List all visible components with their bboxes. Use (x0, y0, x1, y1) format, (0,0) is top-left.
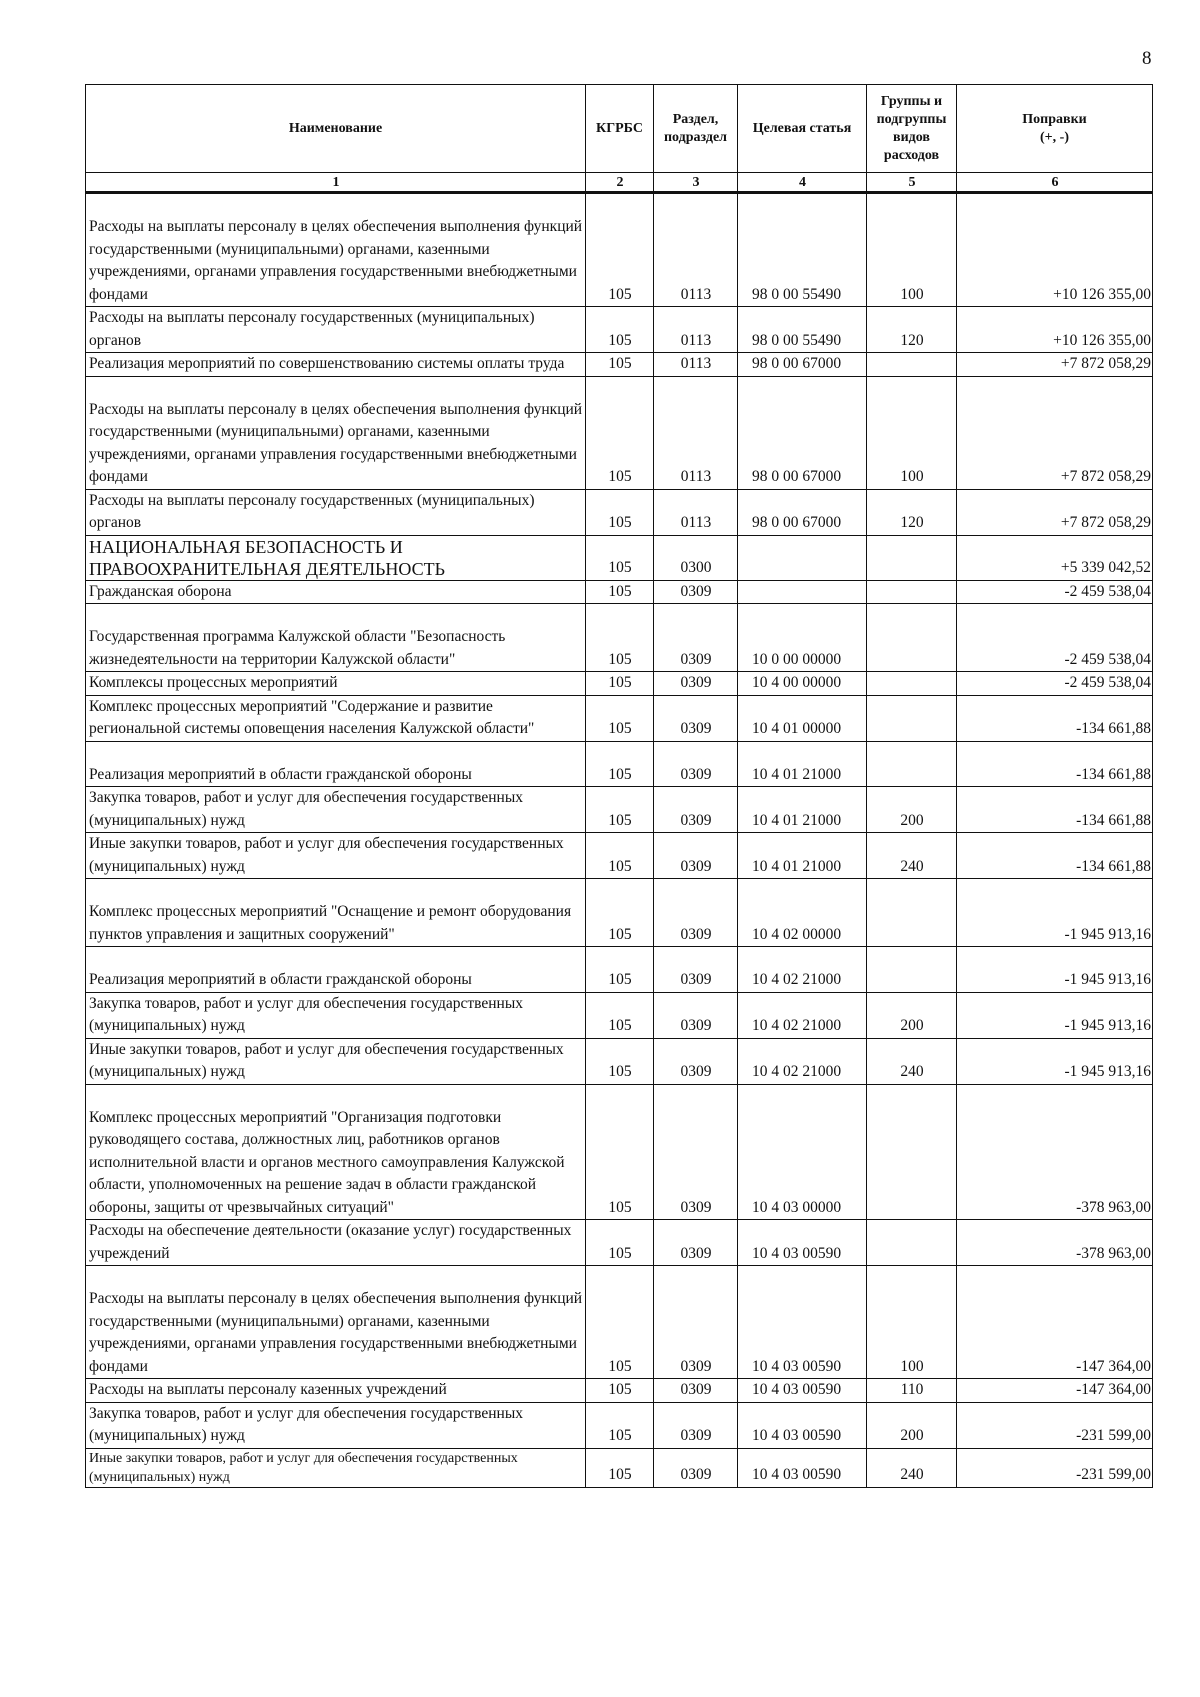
row-expense-group: 120 (867, 489, 957, 535)
row-kgrbs: 105 (586, 1220, 654, 1266)
column-number: 2 (586, 173, 654, 193)
row-amendment: -1 945 913,16 (957, 1038, 1153, 1084)
row-name: Расходы на выплаты персоналу в целях обеспечения выполнения функций государственными (муниципальными) органами, казенными учреждениями, органами управления государственными внебюджетными фондами (86, 376, 586, 489)
row-name: Расходы на выплаты персоналу казенных учреждений (86, 1379, 586, 1403)
row-expense-group: 200 (867, 992, 957, 1038)
row-name: Комплекс процессных мероприятий "Оснащение и ремонт оборудования пунктов управления и защитных сооружений" (86, 879, 586, 947)
row-kgrbs: 105 (586, 193, 654, 307)
row-name: Комплексы процессных мероприятий (86, 672, 586, 696)
row-target-article: 10 4 01 21000 (738, 833, 867, 879)
row-kgrbs: 105 (586, 489, 654, 535)
row-kgrbs: 105 (586, 1448, 654, 1487)
row-kgrbs: 105 (586, 1266, 654, 1379)
row-target-article: 10 0 00 00000 (738, 604, 867, 672)
row-name: Комплекс процессных мероприятий "Организация подготовки руководящего состава, должностных лиц, работников органов исполнительной власти и органов местного самоуправления Калужской области, уполномоченных на решение задач в области гражданской обороны, защиты от чрезвычайных ситуаций" (86, 1084, 586, 1220)
table-row (86, 353, 1153, 377)
row-amendment: +10 126 355,00 (957, 307, 1153, 353)
row-kgrbs: 105 (586, 1084, 654, 1220)
row-expense-group: 100 (867, 1266, 957, 1379)
row-target-article: 98 0 00 55490 (738, 307, 867, 353)
table-row (86, 1084, 1153, 1220)
table-row (86, 947, 1153, 993)
row-target-article: 98 0 00 67000 (738, 489, 867, 535)
row-amendment: +5 339 042,52 (957, 535, 1153, 580)
row-expense-group: 240 (867, 1038, 957, 1084)
row-section: 0113 (654, 376, 738, 489)
row-name: Реализация мероприятий в области гражданской обороны (86, 741, 586, 787)
header-name: Наименование (86, 85, 586, 173)
row-target-article: 10 4 02 21000 (738, 947, 867, 993)
column-number: 4 (738, 173, 867, 193)
row-name: Закупка товаров, работ и услуг для обеспечения государственных (муниципальных) нужд (86, 1402, 586, 1448)
table-row (86, 1266, 1153, 1379)
row-section: 0309 (654, 695, 738, 741)
row-kgrbs: 105 (586, 376, 654, 489)
row-name: Закупка товаров, работ и услуг для обеспечения государственных (муниципальных) нужд (86, 992, 586, 1038)
row-name: Гражданская оборона (86, 580, 586, 604)
row-kgrbs: 105 (586, 580, 654, 604)
table-header-row (86, 85, 1153, 173)
row-target-article: 10 4 02 21000 (738, 992, 867, 1038)
row-kgrbs: 105 (586, 833, 654, 879)
row-kgrbs: 105 (586, 604, 654, 672)
row-kgrbs: 105 (586, 672, 654, 696)
row-section: 0300 (654, 535, 738, 580)
row-target-article: 98 0 00 67000 (738, 376, 867, 489)
row-target-article: 10 4 03 00590 (738, 1266, 867, 1379)
table-row (86, 833, 1153, 879)
row-section: 0309 (654, 604, 738, 672)
header-amendments: Поправки (+, -) (957, 85, 1153, 173)
row-kgrbs: 105 (586, 741, 654, 787)
header-expense-group: Группы и подгруппы видов расходов (867, 85, 957, 173)
row-kgrbs: 105 (586, 787, 654, 833)
row-amendment: +7 872 058,29 (957, 353, 1153, 377)
row-kgrbs: 105 (586, 353, 654, 377)
row-expense-group (867, 353, 957, 377)
row-section: 0309 (654, 787, 738, 833)
row-kgrbs: 105 (586, 535, 654, 580)
row-expense-group (867, 672, 957, 696)
row-target-article: 10 4 03 00000 (738, 1084, 867, 1220)
row-name: Реализация мероприятий в области гражданской обороны (86, 947, 586, 993)
row-expense-group: 120 (867, 307, 957, 353)
row-kgrbs: 105 (586, 695, 654, 741)
row-name: Расходы на выплаты персоналу государственных (муниципальных) органов (86, 307, 586, 353)
row-target-article: 10 4 03 00590 (738, 1402, 867, 1448)
column-number-row (86, 173, 1153, 193)
row-target-article (738, 535, 867, 580)
row-section: 0309 (654, 672, 738, 696)
row-section: 0309 (654, 879, 738, 947)
row-name: Иные закупки товаров, работ и услуг для обеспечения государственных (муниципальных) нужд (86, 1038, 586, 1084)
row-expense-group (867, 580, 957, 604)
row-expense-group: 200 (867, 787, 957, 833)
row-amendment: -134 661,88 (957, 741, 1153, 787)
row-amendment: -1 945 913,16 (957, 992, 1153, 1038)
header-section: Раздел, подраздел (654, 85, 738, 173)
row-amendment: -134 661,88 (957, 695, 1153, 741)
row-amendment: -134 661,88 (957, 787, 1153, 833)
row-amendment: +10 126 355,00 (957, 193, 1153, 307)
row-section: 0113 (654, 489, 738, 535)
row-name: Государственная программа Калужской области "Безопасность жизнедеятельности на территории Калужской области" (86, 604, 586, 672)
row-amendment: +7 872 058,29 (957, 376, 1153, 489)
row-section: 0113 (654, 353, 738, 377)
row-target-article: 10 4 01 21000 (738, 741, 867, 787)
table-row (86, 672, 1153, 696)
row-amendment: -2 459 538,04 (957, 672, 1153, 696)
row-section: 0309 (654, 741, 738, 787)
row-section: 0309 (654, 580, 738, 604)
row-section: 0309 (654, 1038, 738, 1084)
table-row (86, 787, 1153, 833)
row-target-article: 10 4 02 21000 (738, 1038, 867, 1084)
row-amendment: -2 459 538,04 (957, 580, 1153, 604)
table-row (86, 580, 1153, 604)
row-target-article: 10 4 01 00000 (738, 695, 867, 741)
table-row (86, 193, 1153, 307)
table-row (86, 879, 1153, 947)
row-amendment: -1 945 913,16 (957, 947, 1153, 993)
row-expense-group (867, 947, 957, 993)
row-section: 0309 (654, 1266, 738, 1379)
row-section: 0309 (654, 947, 738, 993)
row-expense-group (867, 879, 957, 947)
row-expense-group (867, 535, 957, 580)
row-name: Расходы на выплаты персоналу государственных (муниципальных) органов (86, 489, 586, 535)
row-amendment: -147 364,00 (957, 1266, 1153, 1379)
row-target-article: 10 4 03 00590 (738, 1220, 867, 1266)
row-expense-group: 200 (867, 1402, 957, 1448)
row-name: Иные закупки товаров, работ и услуг для обеспечения государственных (муниципальных) нужд (86, 1448, 586, 1487)
row-expense-group (867, 1084, 957, 1220)
row-name: Расходы на выплаты персоналу в целях обеспечения выполнения функций государственными (муниципальными) органами, казенными учреждениями, органами управления государственными внебюджетными фондами (86, 1266, 586, 1379)
table-row (86, 1220, 1153, 1266)
row-kgrbs: 105 (586, 307, 654, 353)
table-row (86, 307, 1153, 353)
table-row (86, 376, 1153, 489)
row-expense-group: 110 (867, 1379, 957, 1403)
row-expense-group (867, 1220, 957, 1266)
row-expense-group: 240 (867, 1448, 957, 1487)
row-name: НАЦИОНАЛЬНАЯ БЕЗОПАСНОСТЬ И ПРАВООХРАНИТЕЛЬНАЯ ДЕЯТЕЛЬНОСТЬ (86, 535, 586, 580)
row-section: 0309 (654, 992, 738, 1038)
row-target-article: 98 0 00 55490 (738, 193, 867, 307)
row-section: 0309 (654, 833, 738, 879)
row-amendment: -1 945 913,16 (957, 879, 1153, 947)
table-row (86, 992, 1153, 1038)
row-amendment: -231 599,00 (957, 1448, 1153, 1487)
column-number: 5 (867, 173, 957, 193)
row-expense-group: 100 (867, 193, 957, 307)
row-amendment: -231 599,00 (957, 1402, 1153, 1448)
row-kgrbs: 105 (586, 947, 654, 993)
row-target-article: 10 4 00 00000 (738, 672, 867, 696)
row-expense-group (867, 741, 957, 787)
row-name: Комплекс процессных мероприятий "Содержание и развитие региональной системы оповещения населения Калужской области" (86, 695, 586, 741)
row-name: Расходы на обеспечение деятельности (оказание услуг) государственных учреждений (86, 1220, 586, 1266)
row-target-article: 10 4 03 00590 (738, 1379, 867, 1403)
column-number: 3 (654, 173, 738, 193)
table-row (86, 1448, 1153, 1487)
table-row (86, 741, 1153, 787)
row-kgrbs: 105 (586, 1038, 654, 1084)
table-row (86, 535, 1153, 580)
row-target-article: 98 0 00 67000 (738, 353, 867, 377)
budget-amendments-table (85, 84, 1153, 1488)
row-kgrbs: 105 (586, 879, 654, 947)
table-row (86, 604, 1153, 672)
row-amendment: -134 661,88 (957, 833, 1153, 879)
row-expense-group (867, 604, 957, 672)
row-amendment: -378 963,00 (957, 1220, 1153, 1266)
table-row (86, 1379, 1153, 1403)
row-amendment: -378 963,00 (957, 1084, 1153, 1220)
row-target-article (738, 580, 867, 604)
row-section: 0113 (654, 193, 738, 307)
table-body (86, 193, 1153, 1488)
row-section: 0309 (654, 1084, 738, 1220)
row-expense-group: 100 (867, 376, 957, 489)
row-section: 0309 (654, 1220, 738, 1266)
row-expense-group (867, 695, 957, 741)
row-name: Иные закупки товаров, работ и услуг для обеспечения государственных (муниципальных) нужд (86, 833, 586, 879)
row-section: 0309 (654, 1379, 738, 1403)
row-section: 0309 (654, 1448, 738, 1487)
header-kgrbs: КГРБС (586, 85, 654, 173)
table-row (86, 1402, 1153, 1448)
table-row (86, 489, 1153, 535)
row-target-article: 10 4 02 00000 (738, 879, 867, 947)
row-amendment: -2 459 538,04 (957, 604, 1153, 672)
row-name: Расходы на выплаты персоналу в целях обеспечения выполнения функций государственными (муниципальными) органами, казенными учреждениями, органами управления государственными внебюджетными фондами (86, 193, 586, 307)
row-name: Закупка товаров, работ и услуг для обеспечения государственных (муниципальных) нужд (86, 787, 586, 833)
row-target-article: 10 4 03 00590 (738, 1448, 867, 1487)
column-number: 1 (86, 173, 586, 193)
row-amendment: -147 364,00 (957, 1379, 1153, 1403)
row-expense-group: 240 (867, 833, 957, 879)
table-row (86, 1038, 1153, 1084)
header-target: Целевая статья (738, 85, 867, 173)
row-amendment: +7 872 058,29 (957, 489, 1153, 535)
row-kgrbs: 105 (586, 1379, 654, 1403)
row-section: 0113 (654, 307, 738, 353)
row-section: 0309 (654, 1402, 738, 1448)
row-name: Реализация мероприятий по совершенствованию системы оплаты труда (86, 353, 586, 377)
page-number: 8 (1142, 48, 1152, 69)
row-target-article: 10 4 01 21000 (738, 787, 867, 833)
table-row (86, 695, 1153, 741)
column-number: 6 (957, 173, 1153, 193)
row-kgrbs: 105 (586, 992, 654, 1038)
row-kgrbs: 105 (586, 1402, 654, 1448)
